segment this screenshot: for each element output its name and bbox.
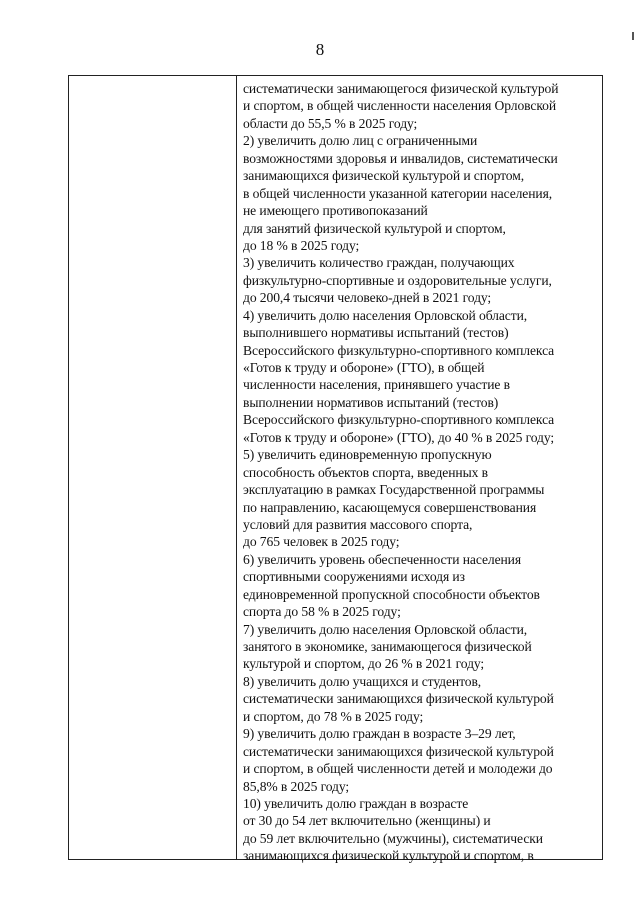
- text-line: систематически занимающихся физической культурой: [243, 743, 554, 759]
- text-line: численности населения, принявшего участие в: [243, 377, 510, 393]
- text-line: занятого в экономике, занимающегося физической: [243, 639, 532, 654]
- text-line: не имеющего противопоказаний: [243, 203, 428, 219]
- text-line: 6) увеличить уровень обеспеченности населения: [243, 551, 522, 567]
- text-line: 3) увеличить количество граждан, получающих: [243, 255, 515, 271]
- text-line: спортивными сооружениями исходя из: [243, 569, 465, 585]
- text-line: 5) увеличить единовременную пропускную: [243, 447, 492, 463]
- text-line: выполнившего нормативы испытаний (тестов): [243, 325, 509, 341]
- text-line: занимающихся физической культурой и спортом, в: [243, 848, 534, 864]
- table-left-cell: [69, 76, 236, 859]
- text-line: систематически занимающихся физической культурой: [243, 691, 554, 707]
- text-line: 10) увеличить долю граждан в возрасте: [243, 795, 469, 811]
- text-line: «Готов к труду и обороне» (ГТО), в общей: [243, 360, 485, 375]
- document-table: [68, 75, 603, 864]
- text-line: и спортом, до 78 % в 2025 году;: [243, 708, 424, 724]
- text-line: единовременной пропускной способности объектов: [243, 586, 540, 602]
- text-line: 4) увеличить долю населения Орловской области,: [243, 307, 528, 323]
- text-line: области до 55,5 % в 2025 году;: [243, 115, 418, 131]
- text-line: спорта до 58 % в 2025 году;: [243, 604, 401, 620]
- text-line: до 765 человек в 2025 году;: [243, 534, 400, 550]
- text-line: условий для развития массового спорта,: [243, 516, 473, 532]
- page-edge-mark: [632, 32, 634, 40]
- text-line: 85,8% в 2025 году;: [243, 778, 350, 794]
- text-line: занимающихся физической культурой и спортом,: [243, 168, 525, 184]
- text-line: для занятий физической культурой и спортом,: [243, 220, 506, 236]
- text-line: способность объектов спорта, введенных в: [243, 464, 488, 480]
- text-line: до 59 лет включительно (мужчины), систематически: [243, 830, 543, 846]
- text-line: физкультурно-спортивные и оздоровительные услуги,: [243, 272, 552, 288]
- text-line: в общей численности указанной категории населения,: [243, 185, 553, 201]
- text-line: Всероссийского физкультурно-спортивного комплекса: [243, 412, 555, 428]
- text-line: от 30 до 54 лет включительно (женщины) и: [243, 813, 491, 829]
- text-line: и спортом, в общей численности населения Орловской: [243, 98, 557, 114]
- table-column-divider: [236, 76, 237, 859]
- table-right-cell: [243, 80, 603, 865]
- text-line: эксплуатацию в рамках Государственной программы: [243, 482, 545, 498]
- text-line: до 200,4 тысячи человеко-дней в 2021 году;: [243, 290, 492, 306]
- text-line: Всероссийского физкультурно-спортивного комплекса: [243, 342, 555, 358]
- text-line: 7) увеличить долю населения Орловской области,: [243, 621, 528, 637]
- text-line: 9) увеличить долю граждан в возрасте 3–29 лет,: [243, 726, 516, 742]
- text-line: возможностями здоровья и инвалидов, систематически: [243, 150, 558, 166]
- page-number: 8: [315, 40, 325, 59]
- text-line: 8) увеличить долю учащихся и студентов,: [243, 673, 482, 689]
- text-line: по направлению, касающемуся совершенствования: [243, 499, 537, 515]
- text-line: выполнении нормативов испытаний (тестов): [243, 394, 499, 410]
- text-line: культурой и спортом, до 26 % в 2021 году;: [243, 656, 485, 672]
- text-line: систематически занимающегося физической культурой: [243, 81, 559, 96]
- text-line: «Готов к труду и обороне» (ГТО), до 40 % в 2025 году;: [243, 429, 555, 445]
- text-line: и спортом, в общей численности детей и молодежи до: [243, 761, 553, 777]
- text-line: 2) увеличить долю лиц с ограниченными: [243, 133, 478, 149]
- text-line: до 18 % в 2025 году;: [243, 237, 360, 253]
